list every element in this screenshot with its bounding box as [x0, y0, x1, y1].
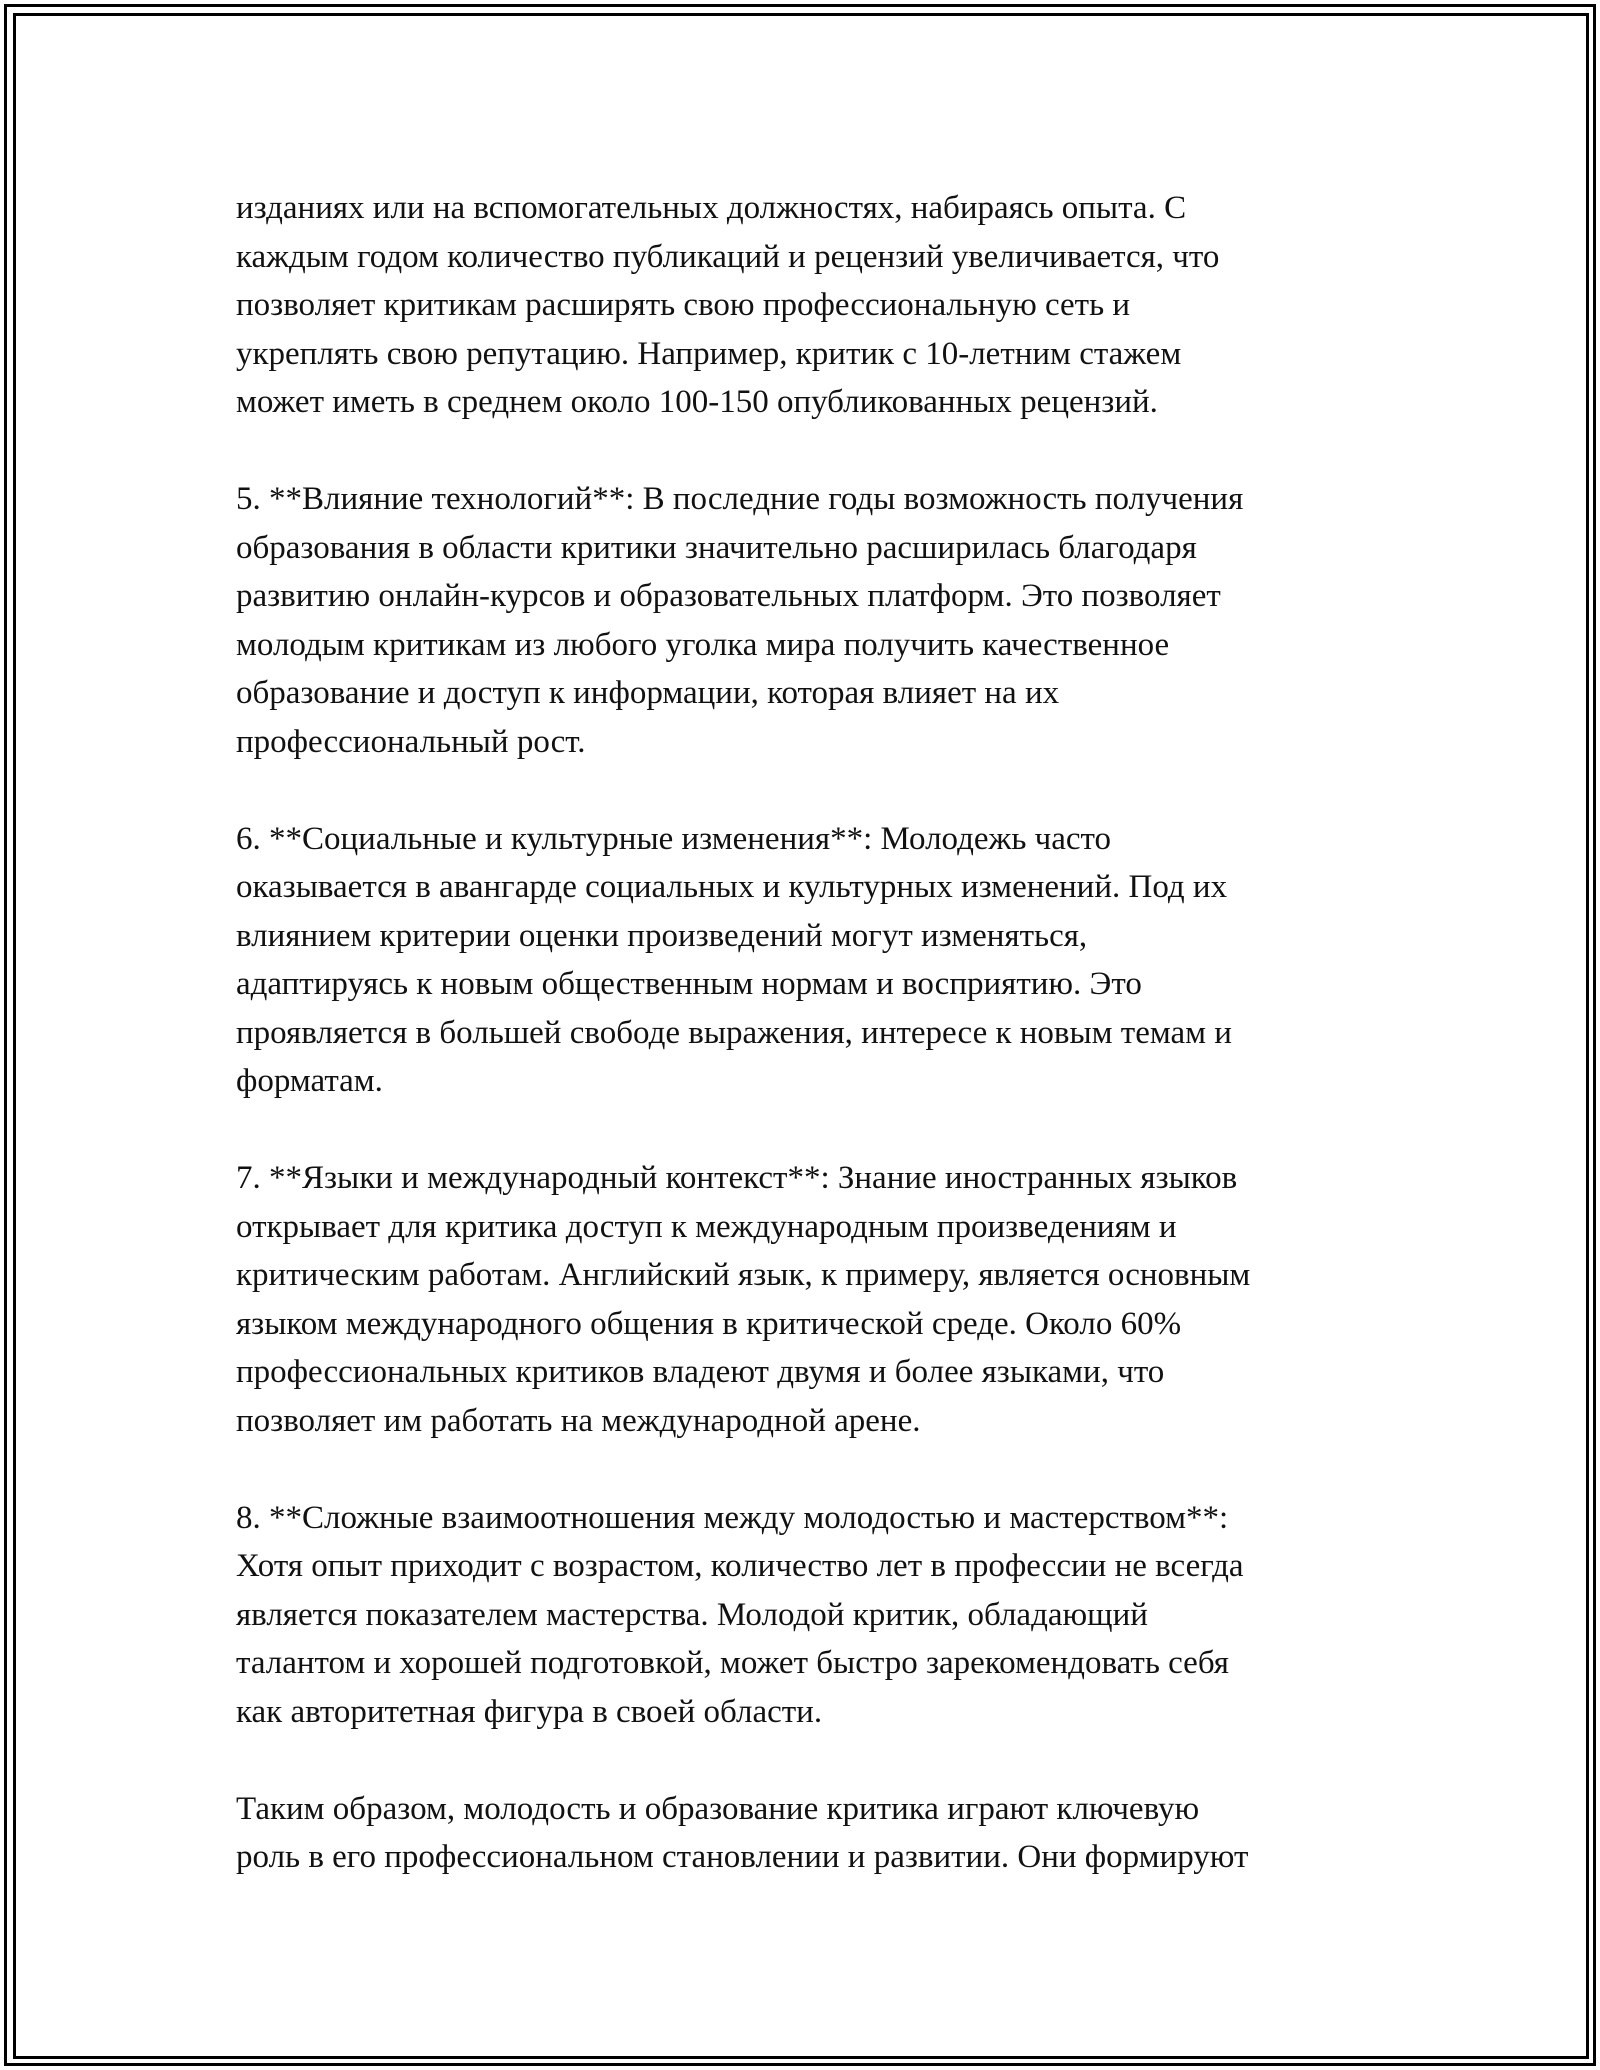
text-line: языком международного общения в критической среде. Около 60%: [236, 1305, 1182, 1342]
text-line: оказывается в авангарде социальных и культурных изменений. Под их: [236, 869, 1228, 905]
paragraph-item-5: [236, 475, 1376, 766]
paragraph-conclusion: [236, 1785, 1376, 1882]
text-line: Хотя опыт приходит с возрастом, количество лет в профессии не всегда: [236, 1548, 1244, 1584]
text-line: каждым годом количество публикаций и рецензий увеличивается, что: [236, 238, 1220, 275]
text-line: критическим работам. Английский язык, к примеру, является основным: [236, 1257, 1251, 1293]
text-line: адаптируясь к новым общественным нормам и восприятию. Это: [236, 966, 1142, 1002]
paragraph-continuation: [236, 184, 1376, 427]
text-line: проявляется в большей свободе выражения, интересе к новым темам и: [236, 1014, 1232, 1051]
text-line: развитию онлайн-курсов и образовательных платформ. Это позволяет: [236, 578, 1221, 614]
text-line: открывает для критика доступ к международным произведениям и: [236, 1208, 1177, 1245]
text-line: роль в его профессиональном становлении и развитии. Они формируют: [236, 1839, 1249, 1875]
paragraph-item-7: [236, 1154, 1376, 1445]
text-line: 7. **Языки и международный контекст**: Знание иностранных языков: [236, 1160, 1238, 1196]
paragraph-item-6: [236, 815, 1376, 1106]
text-line: 5. **Влияние технологий**: В последние годы возможность получения: [236, 481, 1244, 517]
text-line: 6. **Социальные и культурные изменения**: Молодежь часто: [236, 820, 1112, 857]
text-line: Таким образом, молодость и образование критика играют ключевую: [236, 1790, 1200, 1827]
text-line: может иметь в среднем около 100-150 опубликованных рецензий.: [236, 384, 1158, 420]
document-body: [236, 184, 1376, 1930]
text-line: является показателем мастерства. Молодой критик, обладающий: [236, 1596, 1148, 1633]
text-line: талантом и хорошей подготовкой, может быстро зарекомендовать себя: [236, 1645, 1229, 1681]
text-line: как авторитетная фигура в своей области.: [236, 1693, 823, 1730]
text-line: укреплять свою репутацию. Например, критик с 10-летним стажем: [236, 335, 1182, 372]
text-line: позволяет им работать на международной арене.: [236, 1402, 921, 1439]
text-line: позволяет критикам расширять свою профессиональную сеть и: [236, 287, 1131, 323]
text-line: 8. **Сложные взаимоотношения между молодостью и мастерством**:: [236, 1499, 1229, 1536]
text-line: молодым критикам из любого уголка мира получить качественное: [236, 626, 1170, 663]
text-line: профессиональный рост.: [236, 723, 586, 760]
text-line: образование и доступ к информации, которая влияет на их: [236, 675, 1060, 711]
text-line: образования в области критики значительно расширилась благодаря: [236, 529, 1197, 566]
text-line: влиянием критерии оценки произведений могут изменяться,: [236, 917, 1088, 954]
paragraph-item-8: [236, 1494, 1376, 1737]
text-line: изданиях или на вспомогательных должностях, набираясь опыта. С: [236, 190, 1187, 226]
text-line: форматам.: [236, 1063, 383, 1099]
text-line: профессиональных критиков владеют двумя и более языками, что: [236, 1354, 1165, 1390]
